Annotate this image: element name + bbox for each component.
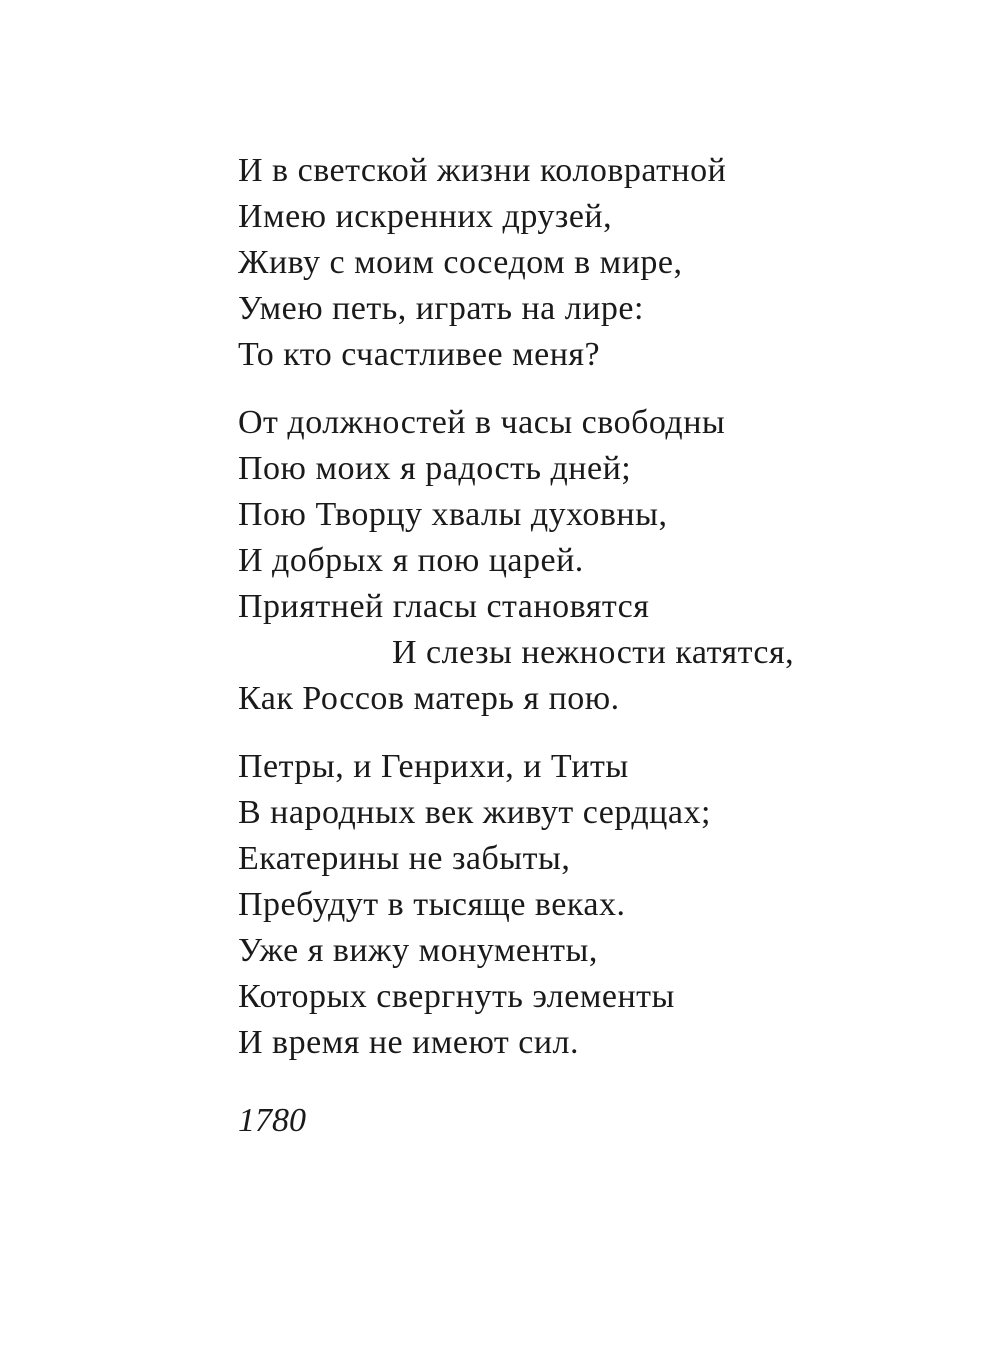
stanza-3 bbox=[238, 744, 958, 1066]
poem-line: Пою моих я радость дней; bbox=[238, 450, 632, 487]
poem-body bbox=[238, 148, 958, 1088]
poem-line: И в светской жизни коловратной bbox=[238, 152, 727, 189]
poem-line: То кто счастливее меня? bbox=[238, 336, 601, 373]
poem-line: Умею петь, играть на лире: bbox=[238, 290, 644, 327]
poem-line: От должностей в часы свободны bbox=[238, 404, 726, 441]
poem-line: Имею искренних друзей, bbox=[238, 198, 613, 235]
poem-date: 1780 bbox=[238, 1102, 306, 1139]
poem-line: В народных век живут сердцах; bbox=[238, 794, 711, 831]
poem-line: Приятней гласы становятся bbox=[238, 588, 650, 625]
poem-line: И добрых я пою царей. bbox=[238, 542, 584, 579]
poem-line: Екатерины не забыты, bbox=[238, 840, 571, 877]
stanza-1 bbox=[238, 148, 958, 378]
poem-line-indented: И слезы нежности катятся, bbox=[392, 634, 795, 671]
poem-line: Как Россов матерь я пою. bbox=[238, 680, 620, 717]
poem-line: Живу с моим соседом в мире, bbox=[238, 244, 683, 281]
stanza-2 bbox=[238, 400, 958, 722]
poem-line: Уже я вижу монументы, bbox=[238, 932, 598, 969]
poem-line: И время не имеют сил. bbox=[238, 1024, 580, 1061]
poem-line: Петры, и Генрихи, и Титы bbox=[238, 748, 629, 785]
poem-line: Пребудут в тысяще веках. bbox=[238, 886, 626, 923]
poem-line: Пою Творцу хвалы духовны, bbox=[238, 496, 668, 533]
poem-line: Которых свергнуть элементы bbox=[238, 978, 675, 1015]
